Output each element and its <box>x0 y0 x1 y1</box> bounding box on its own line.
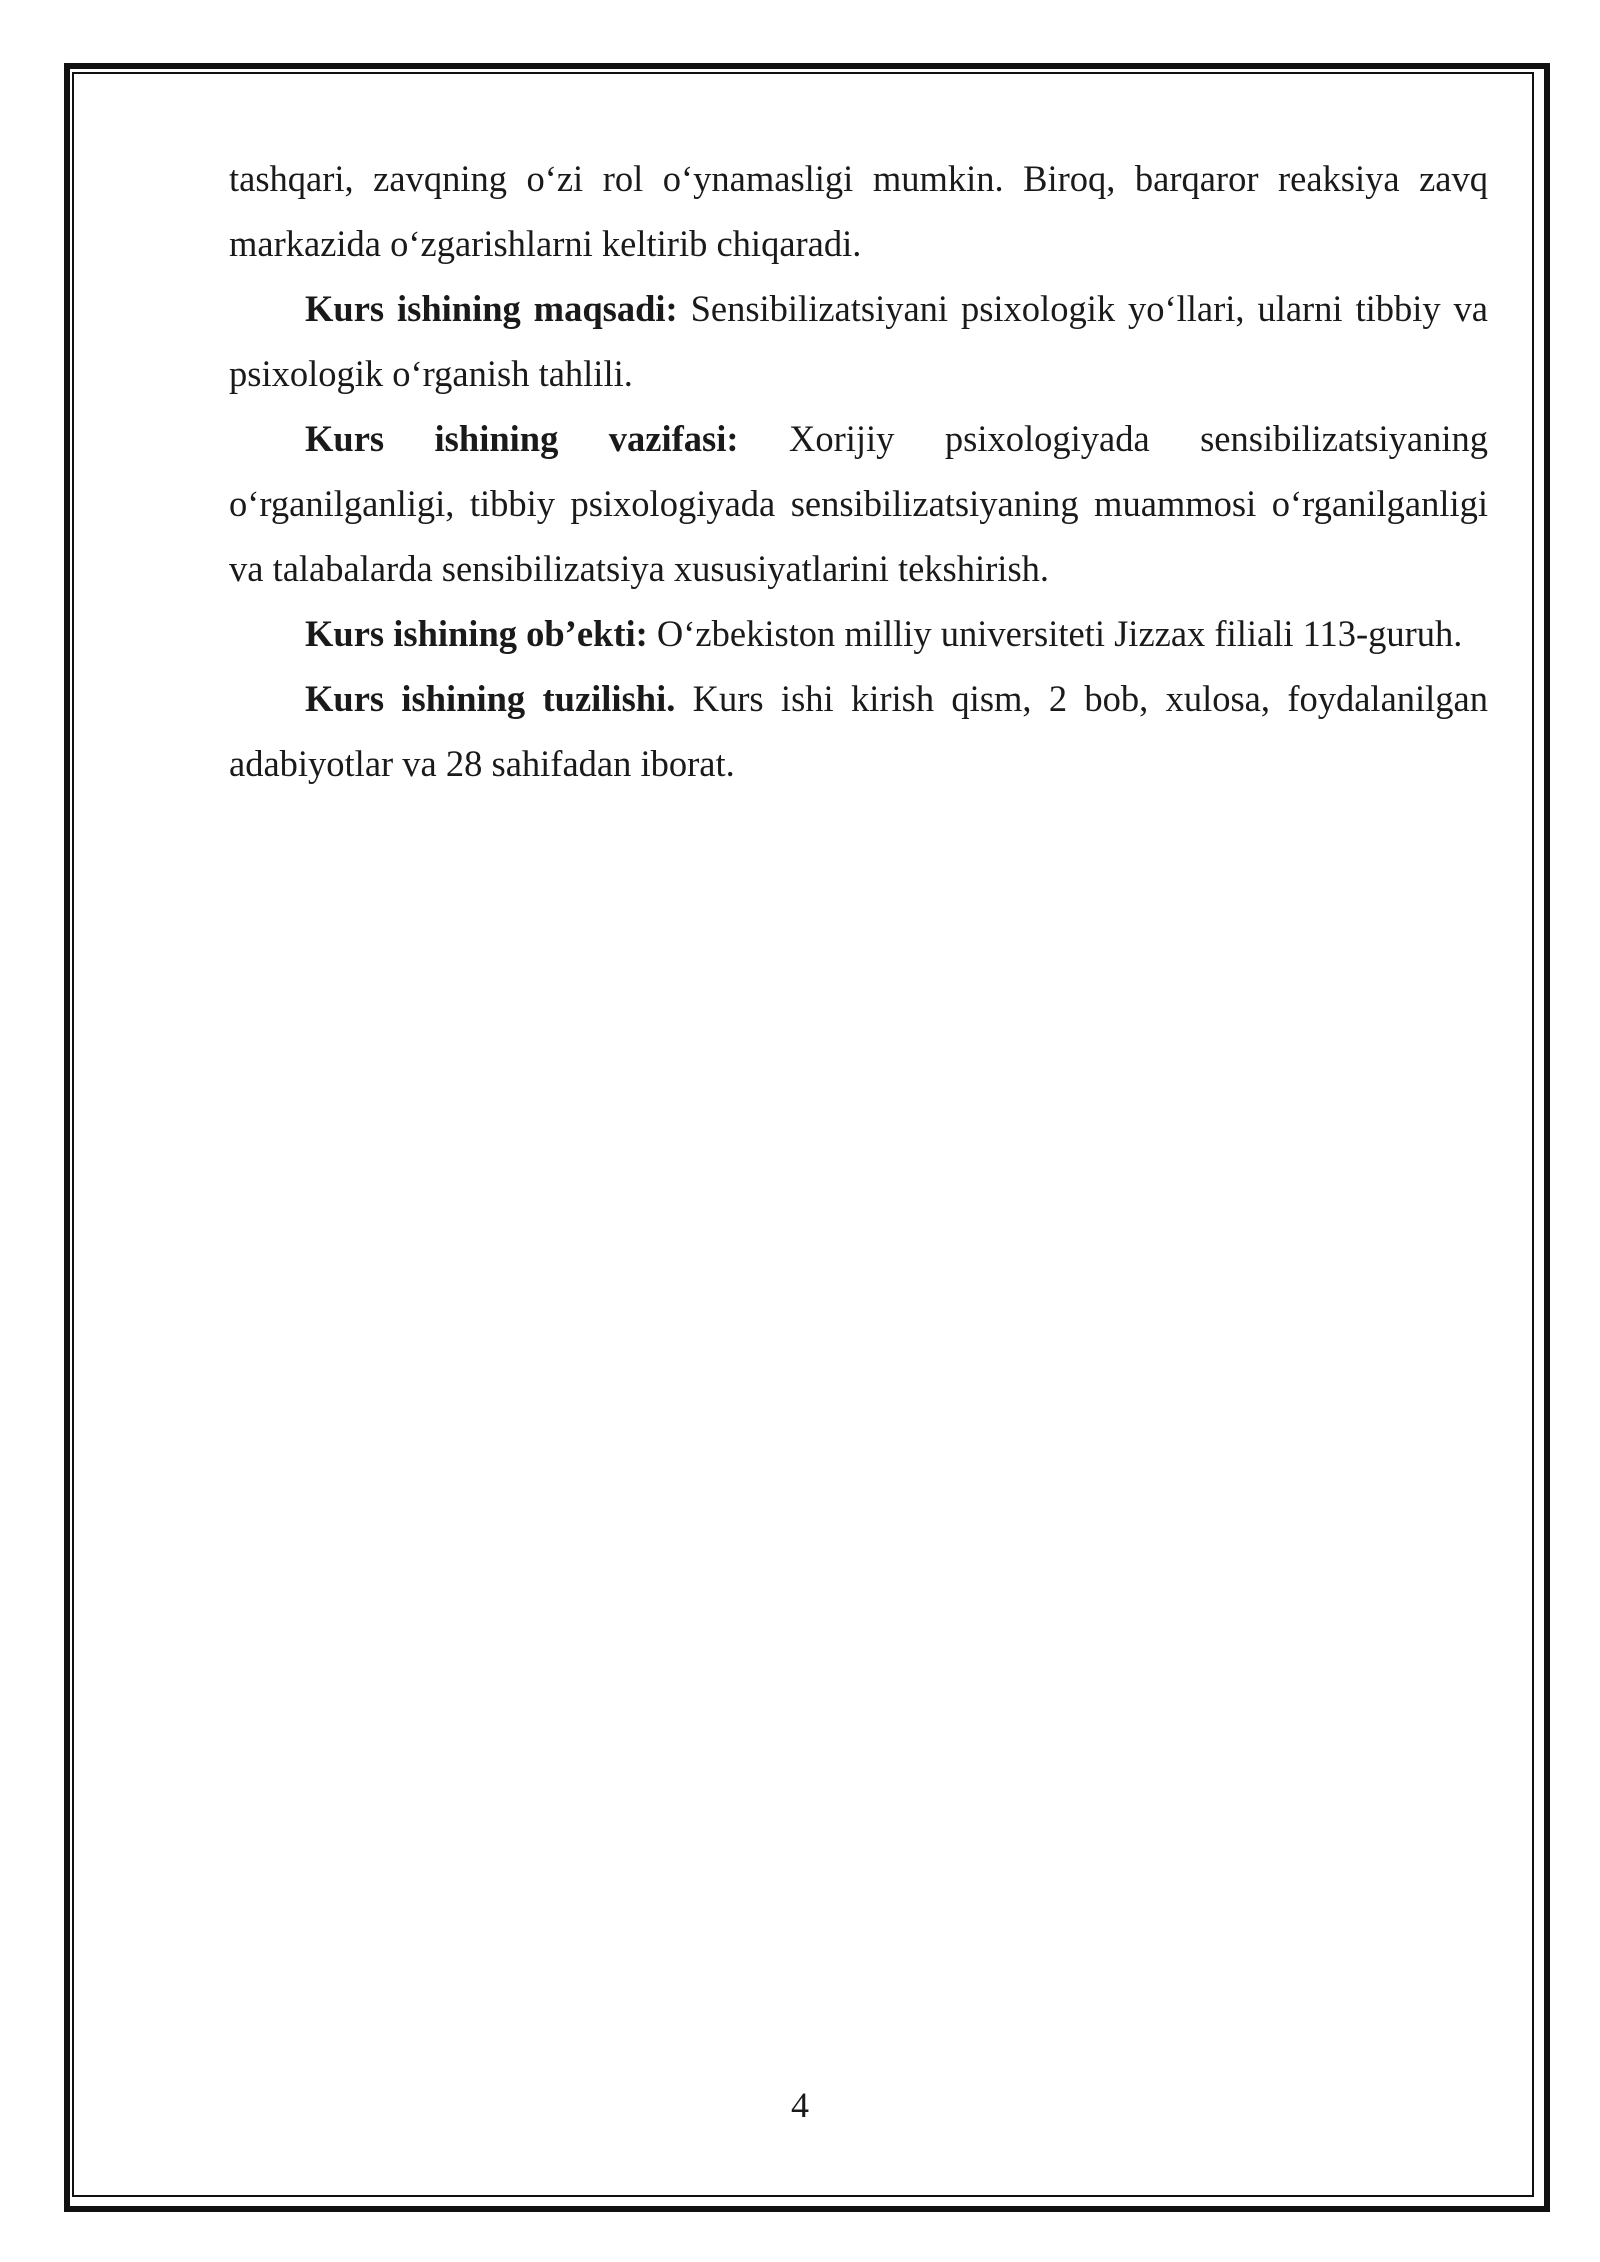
paragraph-heading: Kurs ishining tuzilishi. <box>305 678 676 719</box>
paragraph-goal <box>229 276 1488 406</box>
paragraph-text: Kurs ishi kirish qism, 2 bob, xulosa, foydalanilgan adabiyotlar va 28 sahifadan iborat. <box>229 678 1488 784</box>
paragraph-object <box>229 601 1488 666</box>
paragraph-text: Xorijiy psixologiyada sensibilizatsiyaning o‘rganilganligi, tibbiy psixologiyada sensibilizatsiyaning muammosi o‘rganilganligi va talabalarda sensibilizatsiya xususiyatlarini tekshirish. <box>229 418 1488 589</box>
page-number: 4 <box>791 2085 809 2125</box>
paragraph-heading: Kurs ishining vazifasi: <box>305 418 739 459</box>
paragraph-text: O‘zbekiston milliy universiteti Jizzax filiali 113-guruh. <box>647 613 1463 654</box>
paragraph-tasks <box>229 406 1488 601</box>
paragraph-heading: Kurs ishining maqsadi: <box>305 288 678 329</box>
document-body <box>229 146 1488 796</box>
paragraph-text: Sensibilizatsiyani psixologik yo‘llari, ularni tibbiy va psixologik o‘rganish tahlili. <box>229 288 1488 394</box>
paragraph-continuation <box>229 146 1488 276</box>
paragraph-structure <box>229 666 1488 796</box>
paragraph-text: tashqari, zavqning o‘zi rol o‘ynamasligi mumkin. Biroq, barqaror reaksiya zavq markazida o‘zgarishlarni keltirib chiqaradi. <box>229 158 1488 264</box>
paragraph-heading: Kurs ishining ob’ekti: <box>305 613 648 654</box>
